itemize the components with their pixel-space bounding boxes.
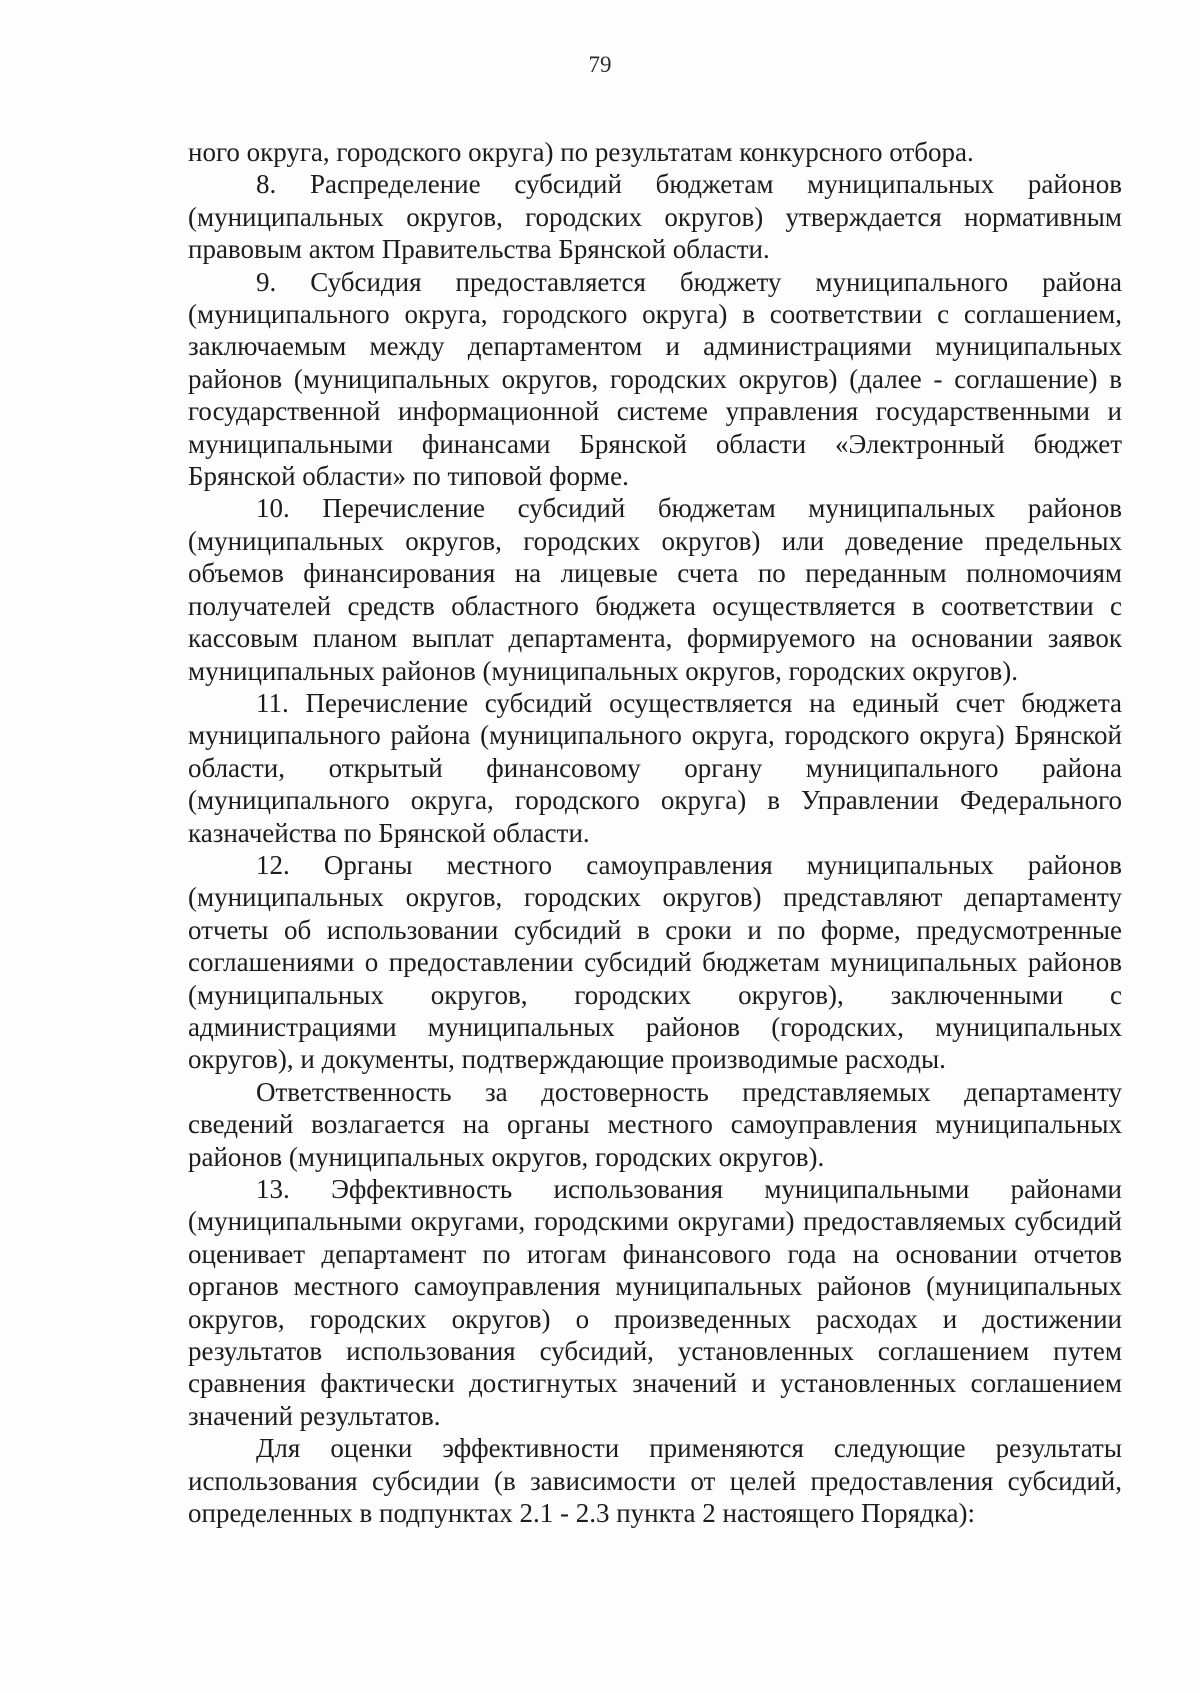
paragraph-11: 11. Перечисление субсидий осуществляется на единый счет бюджета муниципального района (муниципального округа, городского округа) Брянской области, открытый финансовому органу муниципального района (муниципального округа, городского округа) в Управлении Федерального казначейства по Брянской области. [188,687,1122,848]
paragraph-evaluation: Для оценки эффективности применяются следующие результаты использования субсидии (в зависимости от целей предоставления субсидий, определенных в подпунктах 2.1 - 2.3 пункта 2 настоящего Порядка): [188,1433,1122,1529]
paragraph-8: 8. Распределение субсидий бюджетам муниципальных районов (муниципальных округов, городских округов) утверждается нормативным правовым актом Правительства Брянской области. [188,169,1122,265]
paragraph-10: 10. Перечисление субсидий бюджетам муниципальных районов (муниципальных округов, городских округов) или доведение предельных объемов финансирования на лицевые счета по переданным полномочиям получателей средств областного бюджета осуществляется в соответствии с кассовым планом выплат департамента, формируемого на основании заявок муниципальных районов (муниципальных округов, городских округов). [188,493,1122,686]
paragraph-responsibility: Ответственность за достоверность представляемых департаменту сведений возлагается на органы местного самоуправления муниципальных районов (муниципальных округов, городских округов). [188,1076,1122,1172]
page-number: 79 [588,52,612,77]
paragraph-continuation: ного округа, городского округа) по результатам конкурсного отбора. [188,137,974,167]
paragraph-13: 13. Эффективность использования муниципальными районами (муниципальными округами, городскими округами) предоставляемых субсидий оценивает департамент по итогам финансового года на основании отчетов органов местного самоуправления муниципальных районов (муниципальных округов, городских округов) о произведенных расходах и достижении результатов использования субсидий, установленных соглашением путем сравнения фактически достигнутых значений и установленных соглашением значений результатов. [188,1174,1122,1431]
paragraph-12: 12. Органы местного самоуправления муниципальных районов (муниципальных округов, городских округов) представляют департаменту отчеты об использовании субсидий в сроки и по форме, предусмотренные соглашениями о предоставлении субсидий бюджетам муниципальных районов (муниципальных округов, городских округов), заключенными с администрациями муниципальных районов (городских, муниципальных округов), и документы, подтверждающие производимые расходы. [188,849,1122,1075]
paragraph-9: 9. Субсидия предоставляется бюджету муниципального района (муниципального округа, городского округа) в соответствии с соглашением, заключаемым между департаментом и администрациями муниципальных районов (муниципальных округов, городских округов) (далее - соглашение) в государственной информационной системе управления государственными и муниципальными финансами Брянской области «Электронный бюджет Брянской области» по типовой форме. [188,266,1122,492]
document-body [188,136,1122,1529]
